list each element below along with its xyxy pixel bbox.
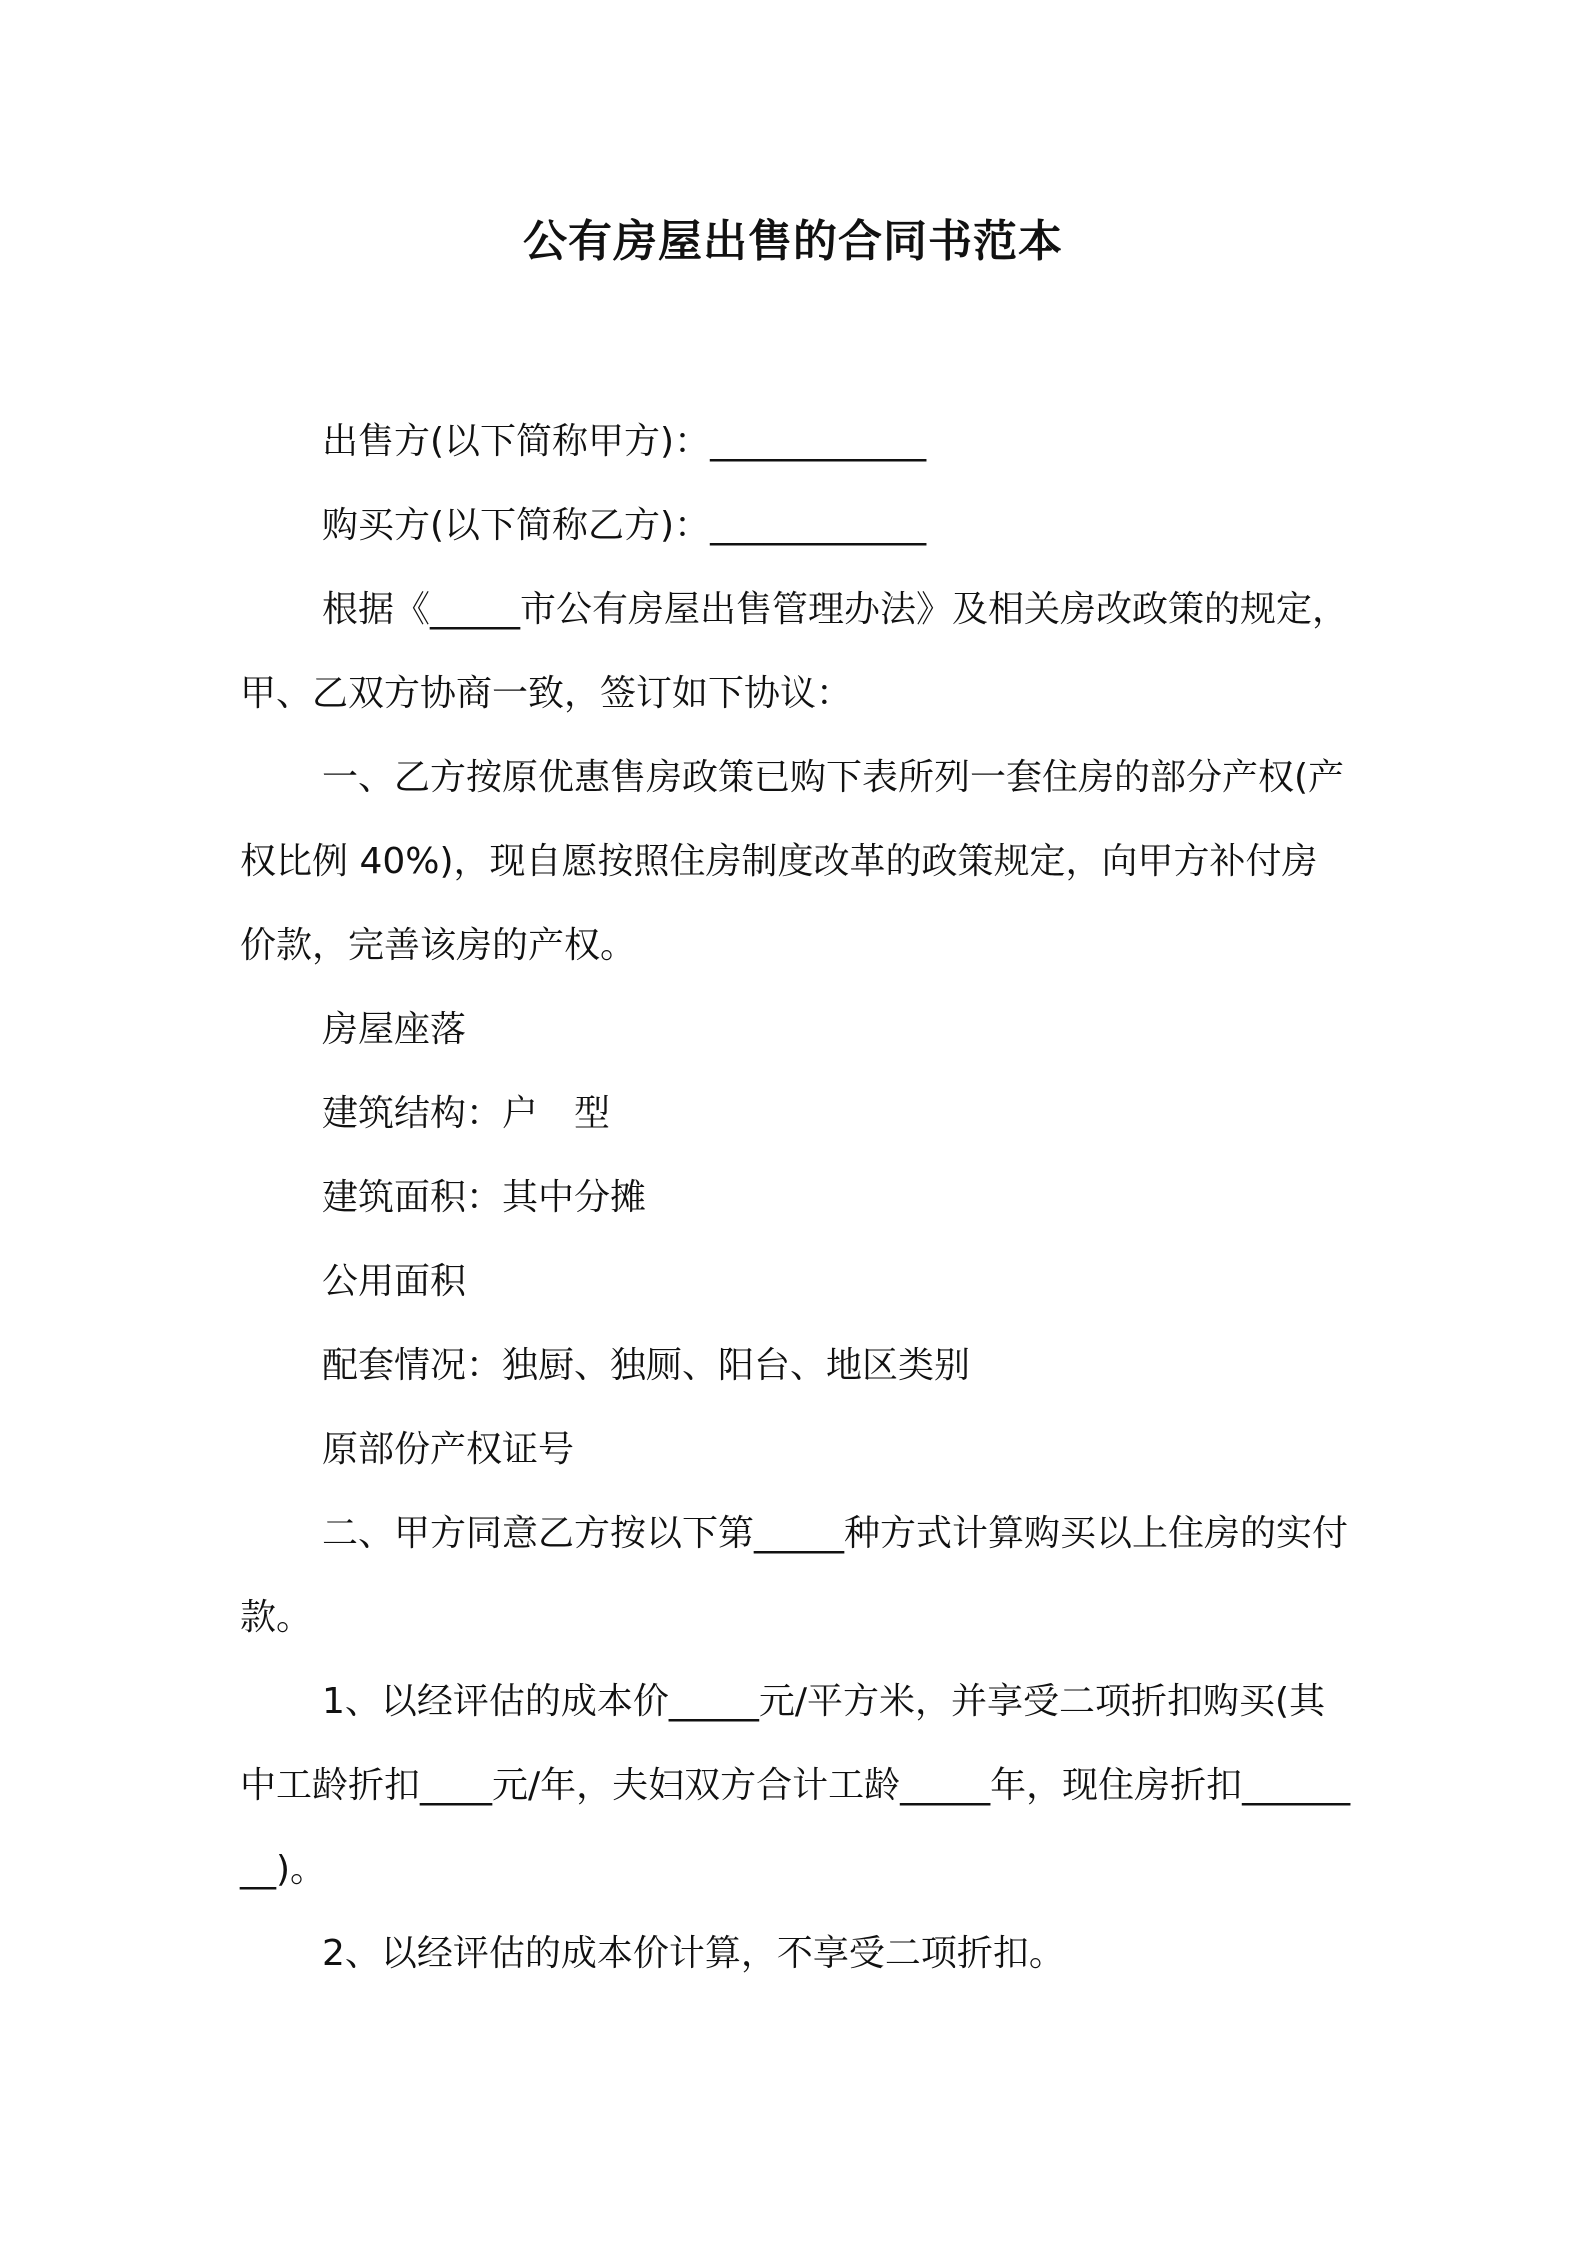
document-title: 公有房屋出售的合同书范本 xyxy=(523,216,1063,267)
seller-line: 出售方(以下简称甲方)：____________ xyxy=(322,421,927,462)
building-area-line: 建筑面积：其中分摊 xyxy=(322,1177,647,1218)
payment-option-one: 1、以经评估的成本价_____元/平方米，并享受二项折扣购买(其中工龄折扣____元/年，夫妇双方合计工龄_____年，现住房折扣________)。 xyxy=(240,1681,1351,1890)
house-location-line: 房屋座落 xyxy=(322,1009,467,1050)
facilities-line: 配套情况：独厨、独厕、阳台、地区类别 xyxy=(322,1345,971,1386)
preamble-paragraph: 根据《_____市公有房屋出售管理办法》及相关房改政策的规定，甲、乙双方协商一致，签订如下协议： xyxy=(240,589,1349,714)
building-structure-line: 建筑结构：户 型 xyxy=(322,1093,611,1134)
public-area-line: 公用面积 xyxy=(322,1261,467,1302)
buyer-line: 购买方(以下简称乙方)：____________ xyxy=(322,505,927,546)
document-body xyxy=(240,400,1352,1996)
original-certificate-line: 原部份产权证号 xyxy=(322,1429,575,1470)
payment-option-two: 2、以经评估的成本价计算，不享受二项折扣。 xyxy=(322,1933,1065,1974)
clause-one-paragraph: 一、乙方按原优惠售房政策已购下表所列一套住房的部分产权(产权比例 40%)，现自愿按照住房制度改革的政策规定，向甲方补付房价款，完善该房的产权。 xyxy=(240,757,1345,966)
clause-two-paragraph: 二、甲方同意乙方按以下第_____种方式计算购买以上住房的实付款。 xyxy=(240,1513,1349,1638)
